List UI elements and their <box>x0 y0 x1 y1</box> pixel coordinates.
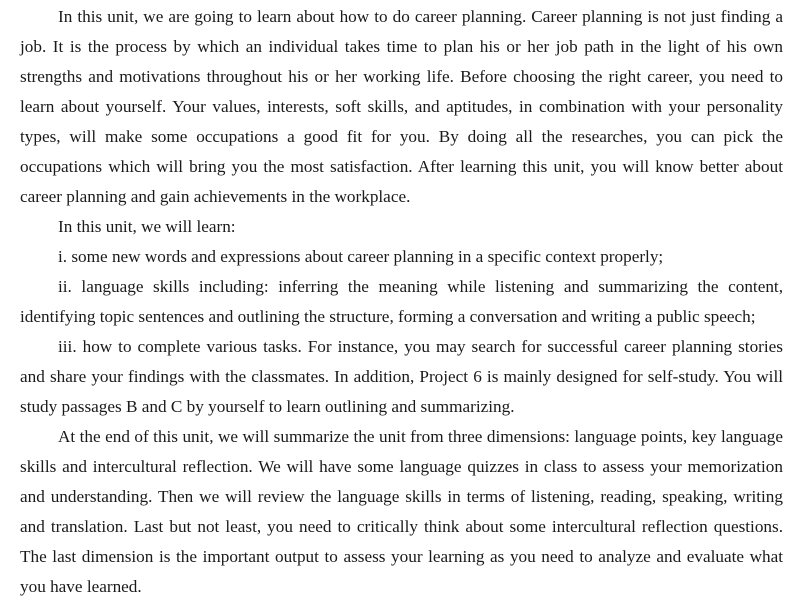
summary-paragraph: At the end of this unit, we will summarize the unit from three dimensions: language points, key language skills and intercultural reflection. We will have some language quizzes in class to assess your memorization and understanding. Then we will review the language skills in terms of listening, reading, speaking, writing and translation. Last but not least, you need to critically think about some intercultural reflection questions. The last dimension is the important output to assess your learning as you need to analyze and evaluate what you have learned. <box>20 427 783 596</box>
intro-paragraph: In this unit, we are going to learn about how to do career planning. Career planning is not just finding a job. It is the process by which an individual takes time to plan his or her job path in the light of his own strengths and motivations throughout his or her working life. Before choosing the right career, you need to learn about yourself. Your values, interests, soft skills, and aptitudes, in combination with your personality types, will make some occupations a good fit for you. By doing all the researches, you can pick the occupations which will bring you the most satisfaction. After learning this unit, you will know better about career planning and gain achievements in the workplace. <box>20 7 783 206</box>
learning-goals-heading: In this unit, we will learn: <box>58 217 236 236</box>
learning-goal-item-1: i. some new words and expressions about career planning in a specific context properly; <box>58 247 664 266</box>
learning-goal-item-2: ii. language skills including: inferring the meaning while listening and summarizing the content, identifying topic sentences and outlining the structure, forming a conversation and writing a public speech; <box>20 277 783 326</box>
learning-goal-item-3: iii. how to complete various tasks. For instance, you may search for successful career planning stories and share your findings with the classmates. In addition, Project 6 is mainly designed for self-study. You will study passages B and C by yourself to learn outlining and summarizing. <box>20 337 783 416</box>
